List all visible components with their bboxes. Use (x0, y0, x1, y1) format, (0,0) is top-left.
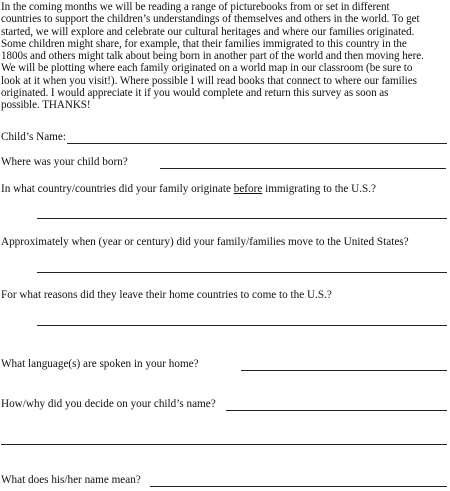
languages-label: What language(s) are spoken in your home? (1, 358, 199, 370)
birthplace-field[interactable] (160, 168, 446, 169)
family-origin-field[interactable] (37, 218, 447, 219)
intro-paragraph (1, 1, 447, 112)
intro-line: Some children might share, for example, that their families immigrated to this country in the (1, 37, 407, 50)
intro-line: 1800s and others might talk about being born in another part of the world and then moving here. (1, 50, 424, 63)
name-meaning-label: What does his/her name mean? (1, 474, 141, 486)
name-choice-label: How/why did you decide on your child’s name? (1, 398, 216, 410)
family-origin-suffix: immigrating to the U.S.? (262, 183, 377, 195)
intro-line: look at it when you visit!). Where possible I will read books that connect to where our families (1, 74, 417, 87)
intro-line: started, we will explore and celebrate our cultural heritages and where our families originated. (1, 25, 415, 38)
move-date-label: Approximately when (year or century) did your family/families move to the United States? (1, 236, 409, 248)
family-origin-label (1, 183, 376, 196)
name-choice-field[interactable] (226, 410, 447, 411)
family-origin-emphasis: before (233, 183, 263, 195)
intro-line: originated. I would appreciate it if you would complete and return this survey as soon as (1, 87, 389, 100)
intro-line: We will be plotting where each family originated on a world map in our classroom (be sure to (1, 62, 413, 75)
name-meaning-field[interactable] (150, 486, 447, 487)
birthplace-label: Where was your child born? (1, 156, 128, 168)
child-name-label: Child’s Name: (1, 131, 66, 143)
reasons-field[interactable] (37, 325, 447, 326)
reasons-label: For what reasons did they leave their home countries to come to the U.S.? (1, 289, 332, 301)
intro-line: countries to support the children’s understandings of themselves and others in the world. To get (1, 13, 420, 26)
family-origin-prefix: In what country/countries did your family originate (1, 183, 234, 195)
languages-field[interactable] (241, 370, 447, 371)
name-choice-field-line2[interactable] (1, 444, 447, 445)
intro-line: possible. THANKS! (1, 99, 91, 112)
move-date-field[interactable] (37, 272, 447, 273)
child-name-field[interactable] (67, 143, 447, 144)
intro-line: In the coming months we will be reading a range of picturebooks from or set in different (1, 1, 390, 13)
